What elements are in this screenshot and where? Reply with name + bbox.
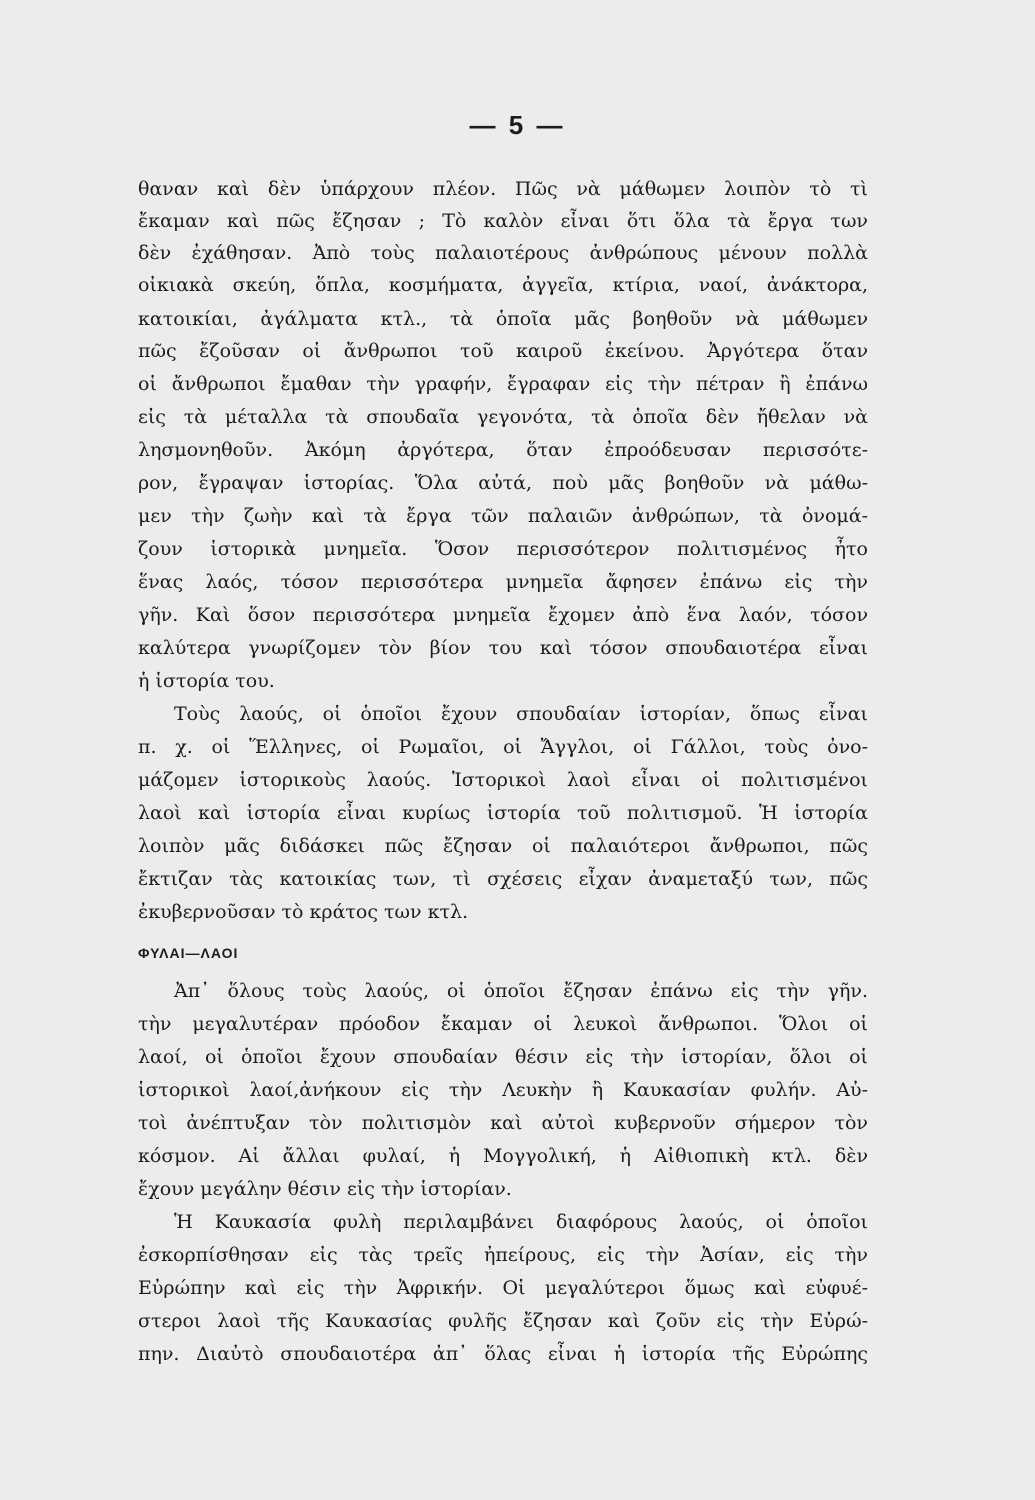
text-line: ἡ ἱστορία του.	[138, 670, 275, 692]
text-line: στεροι λαοὶ τῆς Καυκασίας φυλῆς ἔζησαν καὶ ζοῦν εἰς τὴν Εὐρώ-	[138, 1310, 868, 1332]
page-number: — 5 —	[469, 110, 566, 140]
text-line: τὴν μεγαλυτέραν πρόοδον ἔκαμαν οἱ λευκοὶ ἄνθρωποι. Ὅλοι οἱ	[138, 1013, 868, 1035]
text-line: ἔκτιζαν τὰς κατοικίας των, τὶ σχέσεις εἶχαν ἀναμεταξύ των, πῶς	[138, 868, 868, 890]
section-heading: ΦΥΛΑΙ—ΛΑΟΙ	[138, 945, 239, 961]
text-line: μάζομεν ἱστορικοὺς λαούς. Ἱστορικοὶ λαοὶ εἶναι οἱ πολιτισμένοι	[138, 769, 868, 791]
text-line: ἱστορικοὶ λαοί,ἀνήκουν εἰς τὴν Λευκὴν ἢ Καυκασίαν φυλήν. Αὐ-	[138, 1079, 868, 1101]
text-line: πῶς ἔζοῦσαν οἱ ἄνθρωποι τοῦ καιροῦ ἐκείνου. Ἀργότερα ὅταν	[138, 340, 868, 362]
text-line: Ἡ Καυκασία φυλὴ περιλαμβάνει διαφόρους λαούς, οἱ ὁποῖοι	[174, 1211, 868, 1233]
text-line: εἰς τὰ μέταλλα τὰ σπουδαῖα γεγονότα, τὰ ὁποῖα δὲν ἤθελαν νὰ	[138, 406, 868, 428]
text-line: λησμονηθοῦν. Ἀκόμη ἀργότερα, ὅταν ἐπροόδευσαν περισσότε-	[138, 439, 868, 461]
text-line: οἱ ἄνθρωποι ἔμαθαν τὴν γραφήν, ἔγραφαν εἰς τὴν πέτραν ἢ ἐπάνω	[138, 373, 868, 395]
text-line: Εὐρώπην καὶ εἰς τὴν Ἀφρικήν. Οἱ μεγαλύτεροι ὅμως καὶ εὐφυέ-	[138, 1277, 868, 1299]
text-line: ἕνας λαός, τόσον περισσότερα μνημεῖα ἄφησεν ἐπάνω εἰς τὴν	[138, 571, 868, 593]
text-line: ἐσκορπίσθησαν εἰς τὰς τρεῖς ἠπείρους, εἰς τὴν Ἀσίαν, εἰς τὴν	[138, 1244, 868, 1266]
text-line: κατοικίαι, ἀγάλματα κτλ., τὰ ὁποῖα μᾶς βοηθοῦν νὰ μάθωμεν	[138, 308, 868, 330]
text-line: λοιπὸν μᾶς διδάσκει πῶς ἔζησαν οἱ παλαιότεροι ἄνθρωποι, πῶς	[138, 835, 868, 857]
text-line: λαοί, οἱ ὁποῖοι ἔχουν σπουδαίαν θέσιν εἰς τὴν ἱστορίαν, ὅλοι οἱ	[138, 1046, 868, 1068]
text-line: πην. Διαὐτὸ σπουδαιοτέρα ἀπ᾽ ὅλας εἶναι ἡ ἱστορία τῆς Εὐρώπης	[138, 1343, 868, 1365]
text-line: λαοὶ καὶ ἱστορία εἶναι κυρίως ἱστορία τοῦ πολιτισμοῦ. Ἡ ἱστορία	[138, 802, 868, 824]
text-line: ρον, ἔγραψαν ἱστορίας. Ὅλα αὐτά, ποὺ μᾶς βοηθοῦν νὰ μάθω-	[138, 472, 868, 494]
text-line: ζουν ἱστορικὰ μνημεῖα. Ὅσον περισσότερον πολιτισμένος ἦτο	[138, 538, 868, 560]
text-line: π. χ. οἱ Ἕλληνες, οἱ Ρωμαῖοι, οἱ Ἄγγλοι, οἱ Γάλλοι, τοὺς ὀνο-	[138, 736, 868, 758]
text-line: ἔκαμαν καὶ πῶς ἔζησαν ; Τὸ καλὸν εἶναι ὅτι ὅλα τὰ ἔργα των	[138, 210, 868, 232]
text-line: Τοὺς λαούς, οἱ ὁποῖοι ἔχουν σπουδαίαν ἱστορίαν, ὅπως εἶναι	[174, 703, 868, 725]
text-line: μεν τὴν ζωὴν καὶ τὰ ἔργα τῶν παλαιῶν ἀνθρώπων, τὰ ὀνομά-	[138, 505, 868, 527]
text-line: δὲν ἐχάθησαν. Ἀπὸ τοὺς παλαιοτέρους ἀνθρώπους μένουν πολλὰ	[138, 242, 868, 264]
text-line: ἐκυβερνοῦσαν τὸ κράτος των κτλ.	[138, 901, 469, 923]
text-line: Ἀπ᾽ ὅλους τοὺς λαούς, οἱ ὁποῖοι ἔζησαν ἐπάνω εἰς τὴν γῆν.	[174, 980, 868, 1002]
text-line: ἔχουν μεγάλην θέσιν εἰς τὴν ἱστορίαν.	[138, 1178, 512, 1200]
text-line: κόσμον. Αἱ ἄλλαι φυλαί, ἡ Μογγολική, ἡ Αἰθιοπικὴ κτλ. δὲν	[138, 1145, 868, 1167]
text-line: θαναν καὶ δὲν ὑπάρχουν πλέον. Πῶς νὰ μάθωμεν λοιπὸν τὸ τὶ	[138, 178, 868, 200]
text-line: οἰκιακὰ σκεύη, ὅπλα, κοσμήματα, ἀγγεῖα, κτίρια, ναοί, ἀνάκτορα,	[138, 274, 868, 296]
text-line: καλύτερα γνωρίζομεν τὸν βίον του καὶ τόσον σπουδαιοτέρα εἶναι	[138, 637, 868, 659]
text-line: γῆν. Καὶ ὅσον περισσότερα μνημεῖα ἔχομεν ἀπὸ ἕνα λαόν, τόσον	[138, 604, 868, 626]
text-line: τοὶ ἀνέπτυξαν τὸν πολιτισμὸν καὶ αὐτοὶ κυβερνοῦν σήμερον τὸν	[138, 1112, 868, 1134]
